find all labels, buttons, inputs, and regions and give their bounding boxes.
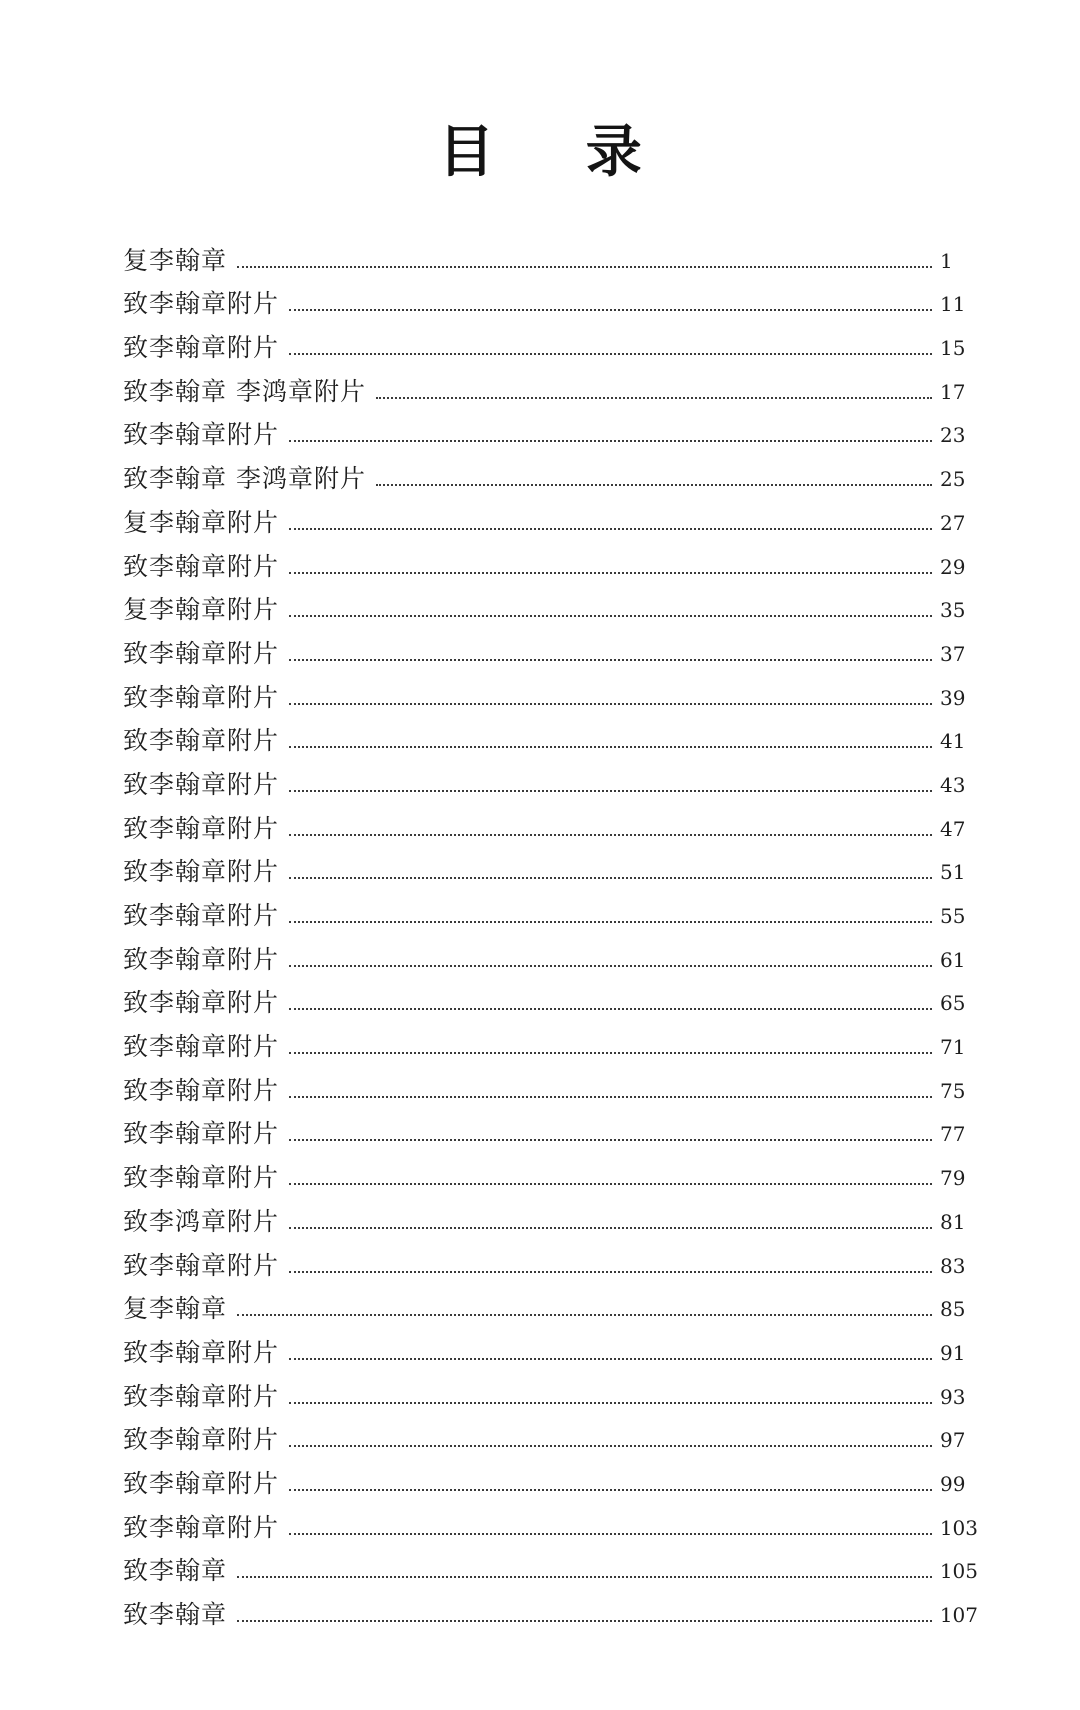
toc-entry[interactable] xyxy=(123,276,978,320)
toc-page-number: 1 xyxy=(940,248,953,273)
toc-entry[interactable] xyxy=(123,1149,978,1193)
toc-entry-title: 致李翰章附片 xyxy=(123,988,280,1018)
toc-page-number: 25 xyxy=(940,467,966,492)
toc-entry-title: 致李翰章附片 xyxy=(123,551,280,581)
toc-entry-title: 致李翰章附片 xyxy=(123,769,280,799)
dot-leader xyxy=(289,352,932,355)
toc-entry[interactable] xyxy=(123,450,978,494)
dot-leader xyxy=(237,1313,932,1316)
dot-leader xyxy=(289,1051,932,1054)
dot-leader xyxy=(237,1619,932,1622)
toc-entry-title: 致李翰章 李鸿章附片 xyxy=(123,464,366,494)
toc-entry[interactable] xyxy=(123,1062,978,1106)
toc-page-number: 75 xyxy=(940,1078,966,1103)
toc-entry-title: 致李翰章附片 xyxy=(123,638,280,668)
dot-leader xyxy=(289,527,932,530)
toc-entry-title: 致李翰章附片 xyxy=(123,813,280,843)
toc-entry[interactable] xyxy=(123,1543,978,1587)
toc-entry-title: 致李翰章附片 xyxy=(123,726,280,756)
toc-entry-title: 致李翰章附片 xyxy=(123,1075,280,1105)
toc-page-number: 15 xyxy=(940,336,966,361)
toc-entry[interactable] xyxy=(123,538,978,582)
toc-entry[interactable] xyxy=(123,887,978,931)
toc-entry-title: 致李翰章附片 xyxy=(123,289,280,319)
toc-entry-title: 致李翰章附片 xyxy=(123,944,280,974)
toc-entry-title: 致李翰章附片 xyxy=(123,420,280,450)
toc-list xyxy=(123,232,978,1630)
dot-leader xyxy=(289,1488,932,1491)
toc-page-number: 81 xyxy=(940,1209,966,1234)
toc-entry-title: 致李翰章附片 xyxy=(123,901,280,930)
toc-page-number: 11 xyxy=(940,292,966,317)
toc-page-number: 35 xyxy=(940,598,966,623)
toc-page-number: 107 xyxy=(939,1603,978,1627)
dot-leader xyxy=(289,658,932,661)
toc-entry-title: 致李翰章附片 xyxy=(123,1250,280,1280)
toc-entry[interactable] xyxy=(123,1499,978,1543)
toc-entry[interactable] xyxy=(123,844,978,888)
toc-entry[interactable] xyxy=(123,1237,978,1281)
dot-leader xyxy=(237,265,932,268)
toc-entry-title: 致李翰章附片 xyxy=(123,857,280,887)
toc-page-number: 51 xyxy=(940,860,966,885)
toc-page-number: 71 xyxy=(940,1035,966,1060)
toc-page-number: 105 xyxy=(939,1559,978,1584)
dot-leader xyxy=(289,439,932,442)
toc-entry-title: 致李翰章 xyxy=(123,1556,228,1586)
toc-page-number: 93 xyxy=(940,1384,966,1409)
dot-leader xyxy=(289,1226,932,1229)
dot-leader xyxy=(376,396,932,399)
dot-leader xyxy=(289,1401,932,1404)
toc-page-number: 17 xyxy=(940,379,966,404)
dot-leader xyxy=(289,789,932,792)
toc-entry[interactable] xyxy=(123,494,978,538)
toc-page-number: 29 xyxy=(940,554,966,579)
dot-leader xyxy=(289,920,932,923)
toc-entry-title: 复李翰章附片 xyxy=(123,507,280,537)
toc-entry[interactable] xyxy=(123,1106,978,1150)
toc-entry[interactable] xyxy=(123,931,978,975)
toc-entry[interactable] xyxy=(123,1455,978,1499)
toc-entry-title: 致李翰章附片 xyxy=(123,1425,280,1455)
toc-entry[interactable] xyxy=(123,1281,978,1325)
toc-entry-title: 复李翰章 xyxy=(123,245,228,275)
toc-entry-title: 复李翰章 xyxy=(123,1294,228,1324)
toc-entry[interactable] xyxy=(123,1368,978,1412)
toc-page-number: 77 xyxy=(940,1122,966,1147)
dot-leader xyxy=(237,1575,932,1578)
toc-entry-title: 致李翰章附片 xyxy=(123,1032,280,1062)
toc-entry-title: 致李翰章附片 xyxy=(123,1119,280,1149)
toc-entry-title: 致李鸿章附片 xyxy=(123,1206,280,1236)
dot-leader xyxy=(289,1270,932,1273)
toc-entry-title: 致李翰章 xyxy=(123,1600,228,1629)
toc-entry[interactable] xyxy=(123,1412,978,1456)
toc-entry[interactable] xyxy=(123,319,978,363)
toc-page-number: 79 xyxy=(940,1166,966,1191)
toc-page-number: 37 xyxy=(940,641,966,666)
toc-page-number: 41 xyxy=(940,729,966,754)
toc-entry[interactable] xyxy=(123,363,978,407)
toc-entry[interactable] xyxy=(123,756,978,800)
toc-entry[interactable] xyxy=(123,232,978,276)
toc-entry-title: 致李翰章附片 xyxy=(123,333,280,363)
toc-entry-title: 致李翰章附片 xyxy=(123,1337,280,1367)
toc-entry[interactable] xyxy=(123,1018,978,1062)
toc-page-number: 83 xyxy=(940,1253,966,1278)
toc-page-number: 27 xyxy=(940,510,966,535)
toc-entry[interactable] xyxy=(123,582,978,626)
dot-leader xyxy=(289,745,932,748)
toc-page-number: 91 xyxy=(940,1340,966,1365)
dot-leader xyxy=(289,614,932,617)
toc-entry-title: 致李翰章附片 xyxy=(123,1512,280,1542)
toc-entry-title: 致李翰章附片 xyxy=(123,1381,280,1411)
dot-leader xyxy=(289,702,932,705)
toc-page-number: 39 xyxy=(940,685,966,710)
dot-leader xyxy=(289,1357,932,1360)
dot-leader xyxy=(289,1138,932,1141)
toc-page-number: 55 xyxy=(940,904,966,928)
toc-entry[interactable] xyxy=(123,713,978,757)
toc-page-number: 61 xyxy=(940,947,966,972)
dot-leader xyxy=(289,964,932,967)
dot-leader xyxy=(289,833,932,836)
toc-page-number: 23 xyxy=(940,423,966,448)
toc-page-number: 65 xyxy=(940,991,966,1016)
toc-page-number: 97 xyxy=(940,1428,966,1453)
toc-entry[interactable] xyxy=(123,1324,978,1368)
toc-entry-title: 致李翰章 李鸿章附片 xyxy=(123,376,366,406)
toc-entry[interactable] xyxy=(123,625,978,669)
toc-entry[interactable] xyxy=(123,800,978,844)
toc-entry-title: 复李翰章附片 xyxy=(123,595,280,625)
dot-leader xyxy=(289,1532,932,1535)
toc-entry-title: 致李翰章附片 xyxy=(123,1468,280,1498)
dot-leader xyxy=(289,1444,932,1447)
dot-leader xyxy=(289,308,932,311)
page-title: 目 录 xyxy=(438,120,678,185)
toc-entry[interactable] xyxy=(123,1193,978,1237)
toc-entry[interactable] xyxy=(123,669,978,713)
dot-leader xyxy=(289,1182,932,1185)
toc-entry[interactable] xyxy=(123,975,978,1019)
dot-leader xyxy=(289,876,932,879)
dot-leader xyxy=(376,483,932,486)
toc-page-number: 85 xyxy=(940,1297,966,1322)
toc-page-number: 99 xyxy=(940,1471,966,1496)
toc-page-number: 103 xyxy=(939,1515,978,1540)
toc-page-number: 43 xyxy=(940,772,966,797)
toc-entry[interactable] xyxy=(123,1586,978,1630)
dot-leader xyxy=(289,1007,932,1010)
toc-page-number: 47 xyxy=(940,816,966,841)
toc-entry-title: 致李翰章附片 xyxy=(123,1163,280,1193)
dot-leader xyxy=(289,1095,932,1098)
toc-entry-title: 致李翰章附片 xyxy=(123,682,280,712)
dot-leader xyxy=(289,571,932,574)
toc-entry[interactable] xyxy=(123,407,978,451)
